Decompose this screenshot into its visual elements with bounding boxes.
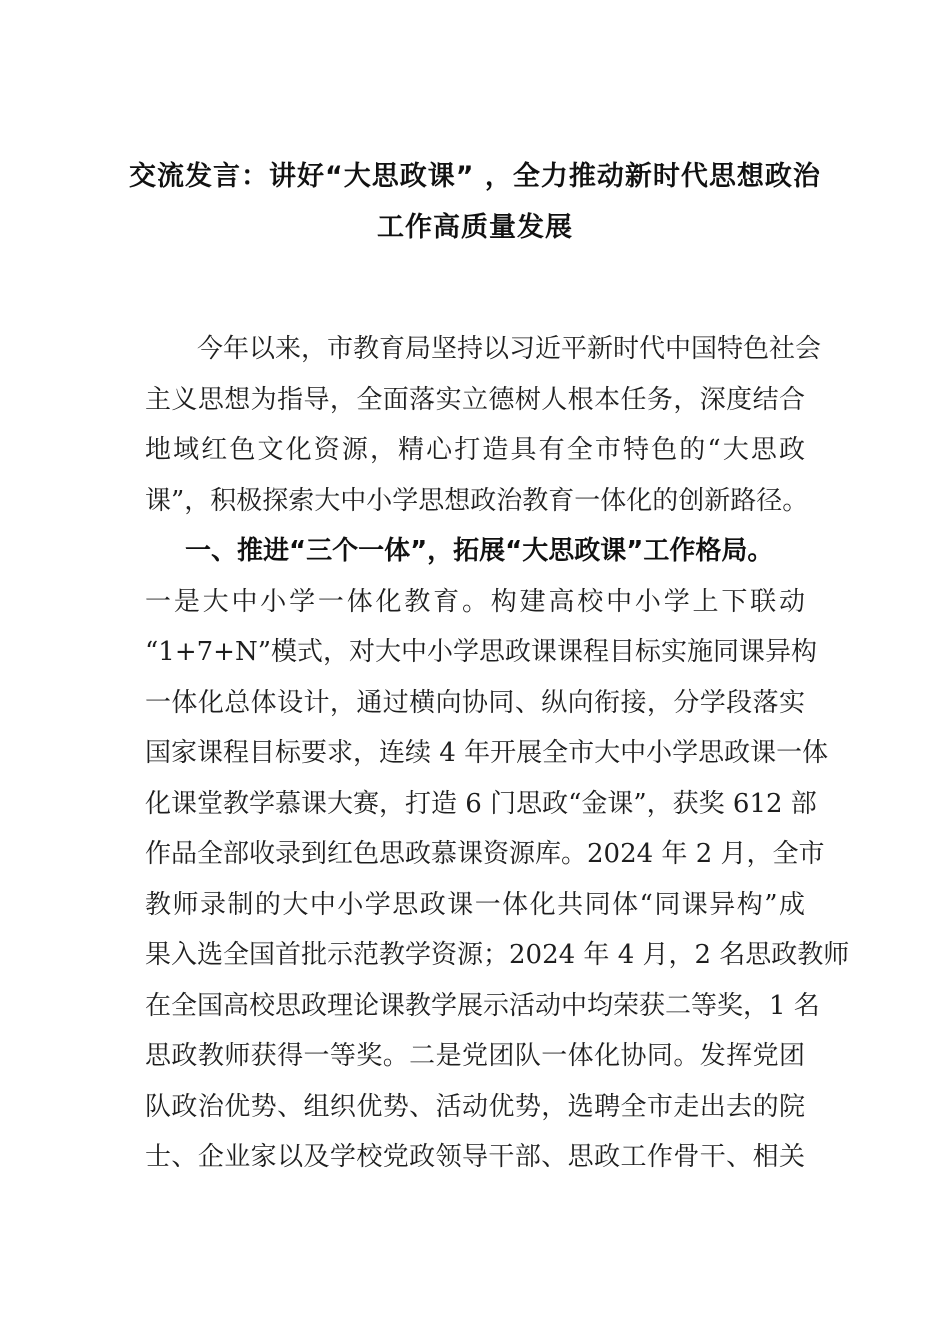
paragraph-line: 国家课程目标要求，连续 4 年开展全市大中小学思政课一体 — [145, 738, 829, 768]
paragraph-line: 在全国高校思政理论课教学展示活动中均荣获二等奖，1 名 — [145, 990, 820, 1021]
paragraph-line: 今年以来，市教育局坚持以习近平新时代中国特色社会 — [197, 334, 822, 364]
paragraph-line: 队政治优势、组织优势、活动优势，选聘全市走出去的院 — [145, 1091, 805, 1122]
paragraph-line: “1+7+N”模式，对大中小学思政课课程目标实施同课异构 — [145, 637, 817, 667]
paragraph-line: 一体化总体设计，通过横向协同、纵向衔接，分学段落实 — [145, 687, 805, 718]
paragraph-line: 一是大中小学一体化教育。构建高校中小学上下联动 — [145, 586, 805, 617]
paragraph-line: 作品全部收录到红色思政慕课资源库。2024 年 2 月，全市 — [145, 839, 825, 869]
title-line-1: 交流发言：讲好“大思政课” ，全力推动新时代思想政治 — [129, 161, 821, 192]
paragraph-line: 地域红色文化资源，精心打造具有全市特色的“大思政 — [145, 435, 805, 465]
paragraph-line: 主义思想为指导，全面落实立德树人根本任务，深度结合 — [145, 384, 805, 415]
paragraph-line: 果入选全国首批示范教学资源；2024 年 4 月，2 名思政教师 — [145, 940, 850, 970]
paragraph-line: 思政教师获得一等奖。二是党团队一体化协同。发挥党团 — [145, 1041, 805, 1071]
paragraph-line: 教师录制的大中小学思政课一体化共同体“同课异构”成 — [145, 889, 805, 920]
paragraph-line: 士、企业家以及学校党政领导干部、思政工作骨干、相关 — [145, 1142, 805, 1172]
section-paragraph — [145, 577, 850, 1183]
paragraph-line: 化课堂教学慕课大赛，打造 6 门思政“金课”，获奖 612 部 — [145, 788, 817, 819]
title-line-2: 工作高质量发展 — [377, 211, 573, 243]
section-heading: 一、推进“三个一体”，拓展“大思政课”工作格局。 — [185, 536, 774, 566]
document-title — [100, 150, 850, 251]
intro-paragraph — [145, 324, 822, 526]
document-body — [145, 324, 850, 1183]
paragraph-line: 课”，积极探索大中小学思想政治教育一体化的创新路径。 — [145, 485, 809, 516]
